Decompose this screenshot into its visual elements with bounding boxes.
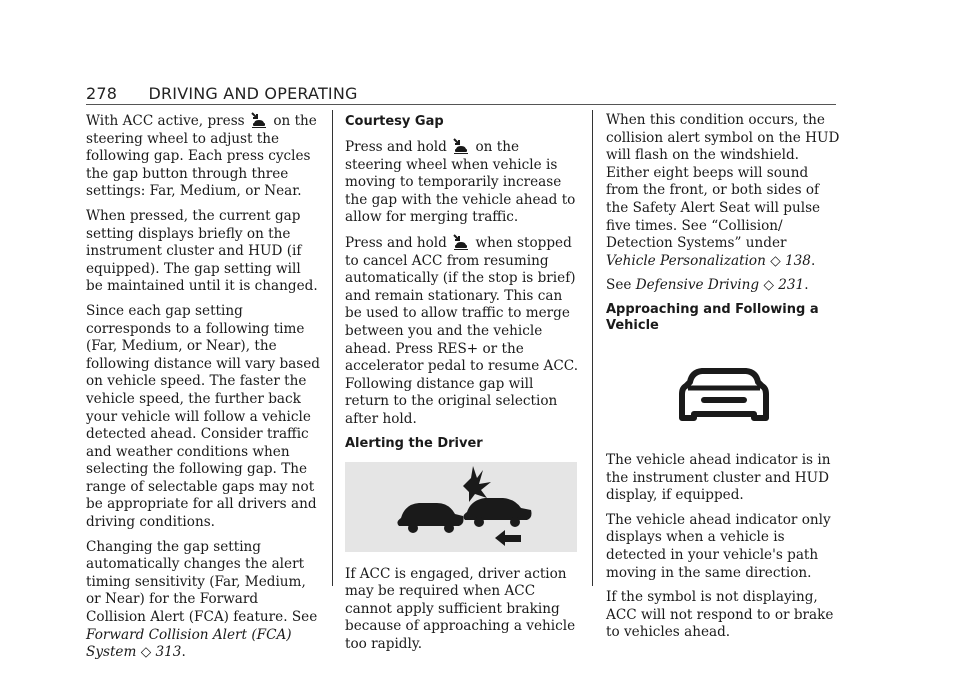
column-divider-1 <box>332 110 333 586</box>
heading-courtesy-gap: Courtesy Gap <box>345 114 444 129</box>
paragraph: Since each gap setting corresponds to a following time (Far, Medium, or Near), the following distance will vary based on vehicle speed. The faster the vehicle speed, the further back your vehicle will follow a vehicle detected ahead. Consider traffic and weather conditions when selecting the following gap. The range of selectable gaps may not be appropriate for all drivers and driving conditions. <box>86 302 320 531</box>
collision-alert-icon <box>345 462 577 552</box>
heading-alerting-driver: Alerting the Driver <box>345 435 483 451</box>
paragraph: With ACC active, press on the steering wheel to adjust the following gap. Each press cycles the gap button through three settings: Far, Medium, or Near. <box>86 113 317 200</box>
column-divider-2 <box>592 110 593 586</box>
paragraph: The vehicle ahead indicator only displays when a vehicle is detected in your vehicle's path moving in the same direction. <box>606 511 831 581</box>
page-number: 278 <box>86 84 118 103</box>
paragraph: Press and hold when stopped to cancel ACC from resuming automatically (if the stop is brief) and remain stationary. This can be used to allow traffic to merge between you and the vehicle ahead. Press RES+ or the accelerator pedal to resume ACC. Following distance gap will return to the original selection after hold. <box>345 234 579 427</box>
paragraph: See Defensive Driving ◇ 231. <box>606 277 809 294</box>
section-title: DRIVING AND OPERATING <box>148 84 358 103</box>
header-rule <box>86 104 836 105</box>
page-ref-arrow: ◇ <box>763 277 774 294</box>
gap-button-icon <box>452 234 470 250</box>
paragraph: When this condition occurs, the collision alert symbol on the HUD will flash on the windshield. Either eight beeps will sound from the front, or both sides of the Safety Alert Seat will pulse five times. See “Collision/ Detection Systems” under Vehicle Personalization ◇ 138. <box>606 112 840 269</box>
paragraph: When pressed, the current gap setting displays briefly on the instrument cluster and HUD (if equipped). The gap setting will be maintained until it is changed. <box>86 207 318 295</box>
cross-reference-link[interactable]: Vehicle Personalization <box>606 252 766 269</box>
cross-reference-page[interactable]: 138 <box>784 252 811 269</box>
paragraph: The vehicle ahead indicator is in the instrument cluster and HUD display, if equipped. <box>606 451 831 504</box>
page-header <box>86 84 358 103</box>
column-2 <box>345 112 579 660</box>
vehicle-ahead-icon <box>606 342 840 446</box>
page-ref-arrow: ◇ <box>140 644 152 661</box>
gap-button-icon <box>250 112 268 128</box>
cross-reference-link[interactable]: Defensive Driving <box>635 277 760 294</box>
page-ref-arrow: ◇ <box>770 252 781 269</box>
cross-reference-page[interactable]: 313 <box>155 644 182 661</box>
vehicle-ahead-illustration <box>606 342 840 446</box>
paragraph: If ACC is engaged, driver action may be required when ACC cannot apply sufficient braking because of approaching a vehicle too rapidly. <box>345 565 576 652</box>
column-3 <box>606 112 840 649</box>
paragraph: Changing the gap setting automatically changes the alert timing sensitivity (Far, Medium, or Near) for the Forward Collision Alert (FCA) feature. See Forward Collision Alert (FCA) System ◇ 313. <box>86 538 318 661</box>
collision-alert-illustration <box>345 462 577 552</box>
cross-reference-page[interactable]: 231 <box>778 277 805 294</box>
column-1 <box>86 112 320 669</box>
paragraph: If the symbol is not displaying, ACC will not respond to or brake to vehicles ahead. <box>606 589 834 641</box>
paragraph: Press and hold on the steering wheel when vehicle is moving to temporarily increase the gap with the vehicle ahead to allow for merging traffic. <box>345 139 576 226</box>
cross-reference-link[interactable]: Forward Collision Alert (FCA) System <box>86 626 292 661</box>
heading-approaching-vehicle: Approaching and Following a Vehicle <box>606 301 819 333</box>
gap-button-icon <box>452 138 470 154</box>
